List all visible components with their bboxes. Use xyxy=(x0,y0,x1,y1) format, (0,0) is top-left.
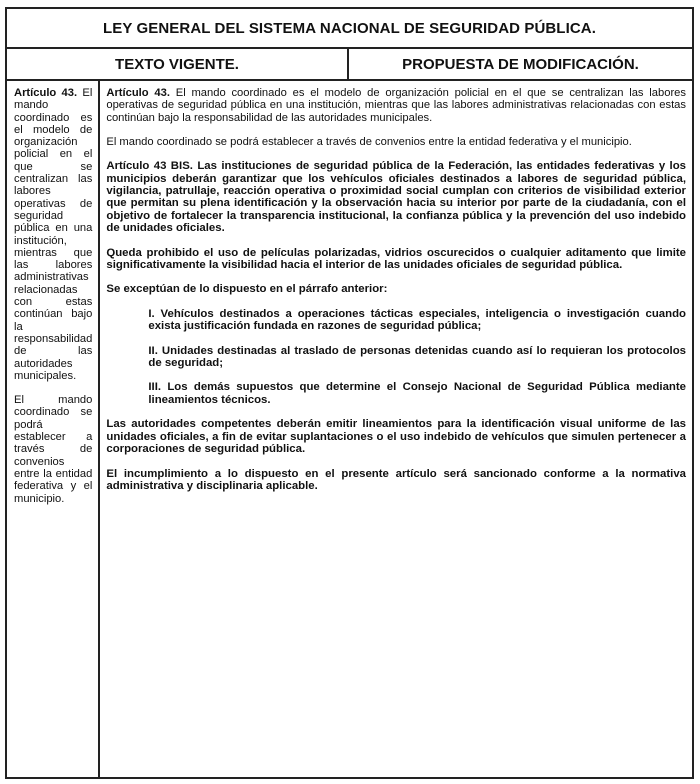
exceptions-intro: Se exceptúan de lo dispuesto en el párrafo anterior: xyxy=(106,283,388,296)
table-title: LEY GENERAL DEL SISTEMA NACIONAL DE SEGURIDAD PÚBLICA. xyxy=(7,9,692,49)
exception-item-3: III. Los demás supuestos que determine el Consejo Nacional de Seguridad Pública mediante lineamientos técnicos. xyxy=(148,381,686,406)
propuesta-article-43-paragraph xyxy=(106,87,686,124)
article-text: El mando coordinado es el modelo de organización policial en el que se centralizan las labores operativas de seguridad pública en una institución, mientras que las labores administrativas relacionadas con estas continúan bajo la responsabilidad de las autoridades municipales. xyxy=(106,87,686,124)
table-body-row xyxy=(7,81,692,777)
sanction-paragraph: El incumplimiento a lo dispuesto en el presente artículo será sancionado conforme a la normativa administrativa y disciplinaria aplicable. xyxy=(106,467,686,492)
article-text: El mando coordinado es el modelo de organización policial en el que se centralizan las labores operativas de seguridad pública en una institución, mientras que las labores administrativas relacionadas con estas continúan bajo la responsabilidad de las autoridades municipales. xyxy=(14,87,93,382)
exception-item-2: II. Unidades destinadas al traslado de personas detenidas cuando así lo requieran los protocolos de seguridad; xyxy=(148,344,686,370)
texto-vigente-column xyxy=(7,81,100,777)
propuesta-column xyxy=(100,81,692,777)
comparison-table xyxy=(5,7,694,779)
vigente-convenios-paragraph: El mando coordinado se podrá establecer a través de convenios entre la entidad federativa y el municipio. xyxy=(14,394,93,505)
guidelines-paragraph: Las autoridades competentes deberán emitir lineamientos para la identificación visual uniforme de las unidades oficiales, a fin de evitar suplantaciones o el uso indebido de vehículos que simulen pertenecer a corporaciones de seguridad pública. xyxy=(106,418,686,456)
column-header-row xyxy=(7,49,692,81)
header-propuesta: PROPUESTA DE MODIFICACIÓN. xyxy=(402,55,639,73)
propuesta-convenios-paragraph: El mando coordinado se podrá establecer a través de convenios entre la entidad federativa y el municipio. xyxy=(106,135,632,148)
article-43-bis-paragraph: Artículo 43 BIS. Las instituciones de seguridad pública de la Federación, las entidades federativas y los municipios deberán garantizar que los vehículos oficiales destinados a labores de seguridad pública, vigilancia, patrullaje, reacción operativa o proximidad social cumplan con criterios de visibilidad exterior que permitan su plena identificación y la observación hacia su interior por parte de la ciudadanía, con el objetivo de fortalecer la transparencia institucional, la confianza pública y la prevención del uso indebido de unidades oficiales. xyxy=(106,160,686,235)
article-label: Artículo 43. xyxy=(14,87,78,99)
header-texto-vigente: TEXTO VIGENTE. xyxy=(7,49,349,79)
article-label: Artículo 43. xyxy=(106,87,170,99)
prohibition-paragraph: Queda prohibido el uso de películas polarizadas, vidrios oscurecidos o cualquier aditamento que limite significativamente la visibilidad hacia el interior de las unidades oficiales de seguridad pública. xyxy=(106,246,686,272)
vigente-article-43-paragraph xyxy=(14,87,92,382)
exception-item-1: I. Vehículos destinados a operaciones tácticas especiales, inteligencia o investigación cuando exista justificación fundada en razones de seguridad pública; xyxy=(148,307,686,333)
